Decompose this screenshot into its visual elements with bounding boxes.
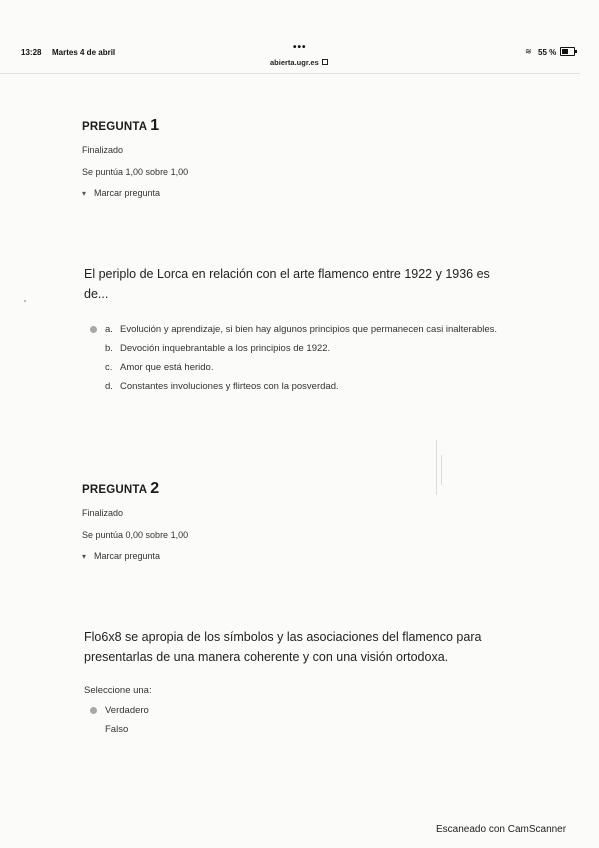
battery-fill [562,49,568,54]
answer-option-false[interactable] [90,722,510,737]
status-divider [0,73,580,74]
answer-option-c[interactable] [90,360,510,375]
question-1-title [82,117,188,135]
answer-text: Evolución y aprendizaje, si bien hay algunos principios que permanecen casi inalterables. [120,324,498,335]
answer-option-a[interactable] [90,322,510,337]
address-bar[interactable] [270,58,328,67]
question-label: PREGUNTA [82,121,148,133]
status-bar [0,0,599,76]
radio-button[interactable] [90,726,97,733]
answer-option-true[interactable] [90,703,510,718]
answer-letter: c. [105,362,113,373]
question-state: Finalizado [82,145,124,155]
lock-icon [322,59,328,65]
question-state: Finalizado [82,508,124,518]
radio-button[interactable] [90,345,97,352]
answer-text: Amor que está herido. [120,362,214,373]
radio-button[interactable] [90,707,97,714]
question-2-title [82,480,188,498]
flag-label: Marcar pregunta [94,188,161,198]
question-1-answers [90,322,510,398]
battery-percent: 55 % [538,48,557,57]
answer-text: Devoción inquebrantable a los principios de 1922. [120,343,331,354]
scan-artifact [436,440,437,495]
question-1-text: El periplo de Lorca en relación con el arte flamenco entre 1922 y 1936 es de... [84,267,490,301]
scan-artifact [441,455,442,485]
flag-question-link[interactable] [82,551,188,561]
answer-text: Verdadero [105,705,149,716]
answer-text: Constantes involuciones y flirteos con la posverdad. [120,381,339,392]
question-number: 1 [150,117,160,134]
question-label: PREGUNTA [82,484,148,496]
battery-icon [560,47,575,56]
radio-button[interactable] [90,383,97,390]
wifi-icon: ≋ [525,47,532,56]
more-dots-icon[interactable]: ••• [293,42,307,53]
question-2-text: Flo6x8 se apropia de los símbolos y las asociaciones del flamenco para presentarlas de una manera coherente y con una visión ortodoxa. [84,630,482,664]
scan-artifact [24,300,26,302]
radio-button[interactable] [90,326,97,333]
url-text: abierta.ugr.es [270,58,319,67]
flag-icon: ▾ [82,551,87,561]
answer-option-d[interactable] [90,379,510,394]
flag-icon: ▾ [82,188,87,198]
scanner-watermark: Escaneado con CamScanner [436,824,567,835]
radio-button[interactable] [90,364,97,371]
answer-letter: b. [105,343,113,354]
status-date: Martes 4 de abril [52,48,116,57]
question-number: 2 [150,480,160,497]
question-score: Se puntúa 1,00 sobre 1,00 [82,167,189,177]
flag-label: Marcar pregunta [94,551,161,561]
select-one-prompt: Seleccione una: [84,685,152,696]
status-time: 13:28 [21,48,42,57]
answer-letter: d. [105,381,113,392]
question-1-info [82,117,188,198]
flag-question-link[interactable] [82,188,188,198]
question-2-info [82,480,188,561]
answer-option-b[interactable] [90,341,510,356]
answer-text: Falso [105,724,129,735]
question-score: Se puntúa 0,00 sobre 1,00 [82,530,189,540]
answer-letter: a. [105,324,113,335]
question-2-answers [90,703,510,741]
